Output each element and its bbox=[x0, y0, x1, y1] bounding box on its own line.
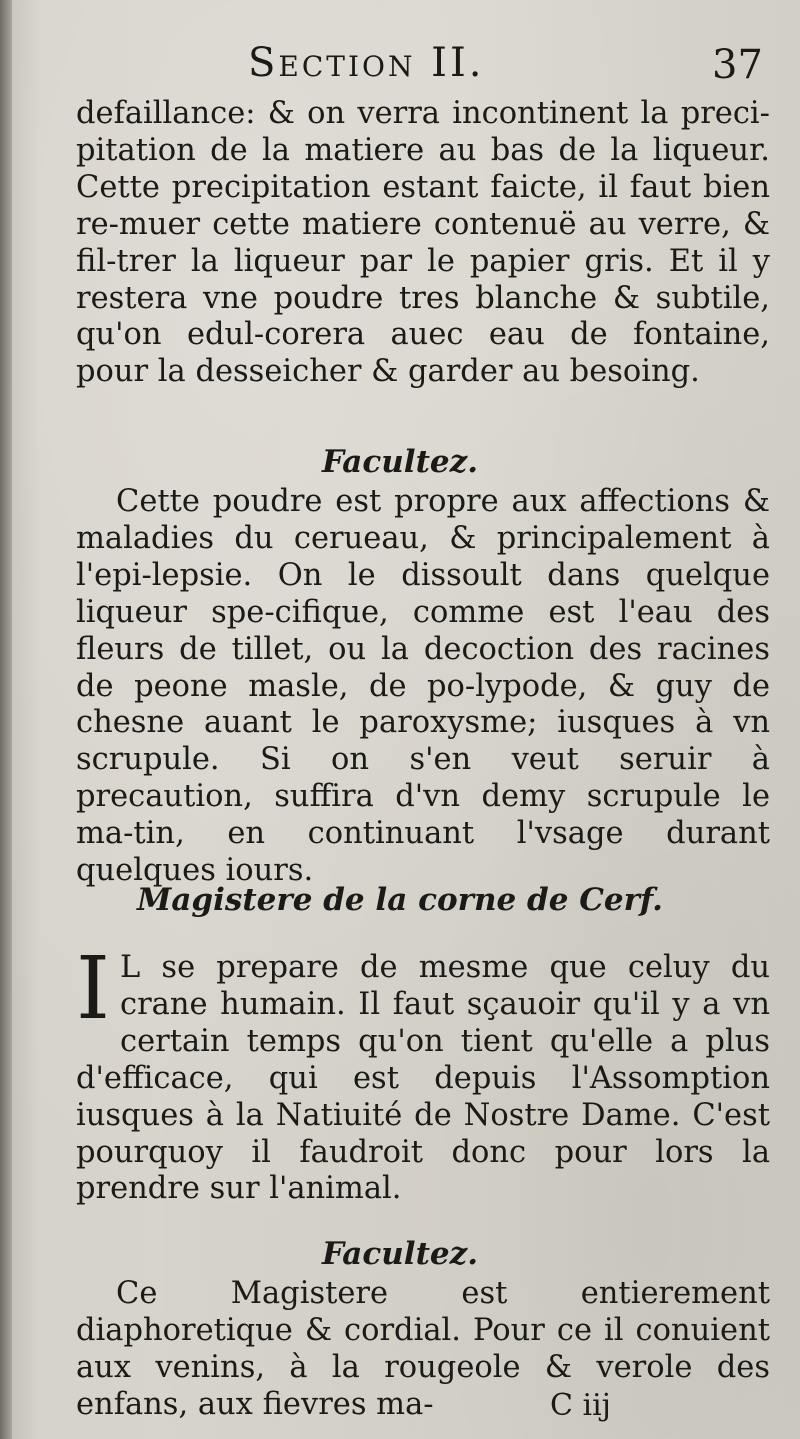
opening-paragraph: defaillance: & on verra incontinent la preci-pitation de la matiere au bas de la liqueur. Cette precipitation estant faicte, il faut bien re-muer cette matiere contenuë au verre, & fil-trer la liqueur par le papier gris. Et il y restera vne poudre tres blanche & subtile, qu'on edul-corera auec eau de fontaine, pour la desseicher & garder au besoing. bbox=[76, 96, 770, 390]
magistere-block bbox=[76, 939, 770, 1208]
facultez-1-paragraph: Cette poudre est propre aux affections & maladies du cerueau, & principalement à l'epi-lepsie. On le dissoult dans quelque liqueur spe-cifique, comme est l'eau des fleurs de tillet, ou la decoction des racines de peone masle, de po-lypode, & guy de chesne auant le paroxysme; iusques à vn scrupule. Si on s'en veut seruir à precaution, suffira d'vn demy scrupule le ma-tin, en continuant l'vsage durant quelques iours. bbox=[76, 484, 770, 889]
page-header bbox=[0, 40, 800, 100]
magistere-paragraph: L se prepare de mesme que celuy du crane humain. Il faut sçauoir qu'il y a vn certain temps qu'on tient qu'elle a plus d'efficace, qui est depuis l'Assomption iusques à la Natiuité de Nostre Dame. C'est pourquoy il faudroit donc pour lors la prendre sur l'animal. bbox=[76, 950, 770, 1207]
page-number: 37 bbox=[712, 42, 763, 88]
facultez-1-block bbox=[76, 484, 770, 890]
drop-cap: I bbox=[76, 939, 110, 1039]
facultez-2-block bbox=[76, 1276, 770, 1424]
opening-paragraph-block bbox=[76, 96, 770, 391]
page-gutter-shadow bbox=[0, 0, 12, 1439]
magistere-heading: Magistere de la corne de Cerf. bbox=[137, 882, 663, 918]
facultez-heading-1: Facultez. bbox=[321, 444, 479, 480]
facultez-2-paragraph: Ce Magistere est entierement diaphoretique & cordial. Pour ce il conuient aux venins, à la rougeole & verole des enfans, aux fievres ma- bbox=[76, 1276, 770, 1422]
signature-mark: C iij bbox=[550, 1388, 611, 1423]
facultez-heading-2: Facultez. bbox=[321, 1236, 479, 1272]
running-head: Section II. bbox=[248, 40, 485, 86]
